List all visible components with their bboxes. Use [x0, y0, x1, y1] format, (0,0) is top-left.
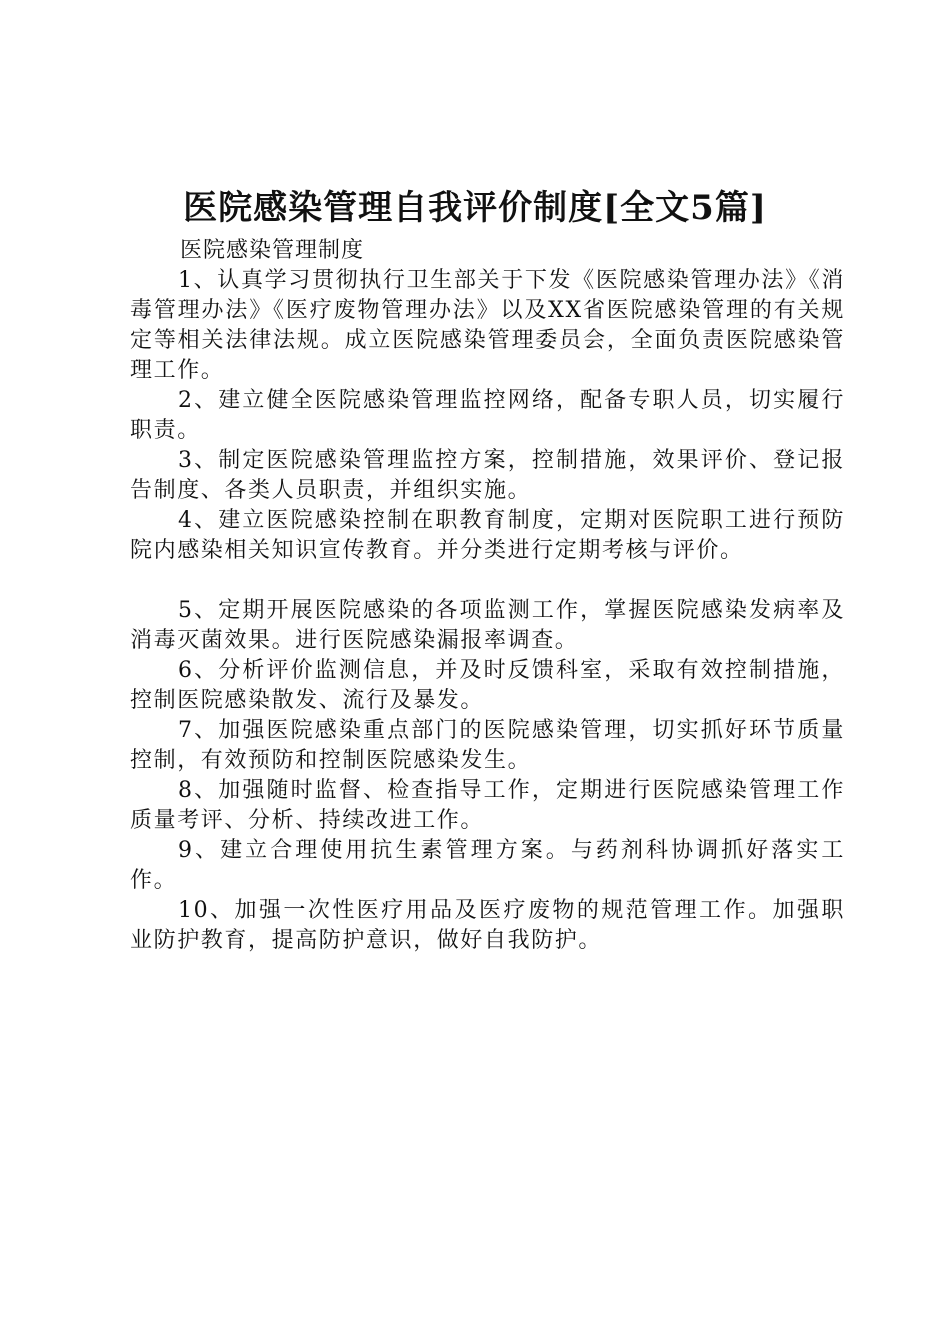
paragraph-3: 3、制定医院感染管理监控方案，控制措施，效果评价、登记报告制度、各类人员职责，并组织实施。	[130, 448, 845, 503]
document-body	[130, 236, 845, 956]
document-subtitle: 医院感染管理制度	[180, 238, 365, 263]
paragraph-10: 10、加强一次性医疗用品及医疗废物的规范管理工作。加强职业防护教育，提高防护意识，做好自我防护。	[130, 898, 845, 953]
paragraph-8: 8、加强随时监督、检查指导工作，定期进行医院感染管理工作质量考评、分析、持续改进工作。	[130, 778, 845, 833]
paragraph-1: 1、认真学习贯彻执行卫生部关于下发《医院感染管理办法》《消毒管理办法》《医疗废物管理办法》以及XX省医院感染管理的有关规定等相关法律法规。成立医院感染管理委员会，全面负责医院感染管理工作。	[130, 268, 845, 383]
paragraph-6: 6、分析评价监测信息，并及时反馈科室，采取有效控制措施，控制医院感染散发、流行及暴发。	[130, 658, 845, 713]
paragraph-5: 5、定期开展医院感染的各项监测工作，掌握医院感染发病率及消毒灭菌效果。进行医院感染漏报率调查。	[130, 598, 845, 653]
paragraph-7: 7、加强医院感染重点部门的医院感染管理，切实抓好环节质量控制，有效预防和控制医院感染发生。	[130, 718, 845, 773]
paragraph-4: 4、建立医院感染控制在职教育制度，定期对医院职工进行预防院内感染相关知识宣传教育。并分类进行定期考核与评价。	[130, 508, 845, 563]
paragraph-9: 9、建立合理使用抗生素管理方案。与药剂科协调抓好落实工作。	[130, 838, 845, 893]
document-title: 医院感染管理自我评价制度[全文5篇]	[183, 188, 767, 228]
paragraph-2: 2、建立健全医院感染管理监控网络，配备专职人员，切实履行职责。	[130, 388, 845, 443]
